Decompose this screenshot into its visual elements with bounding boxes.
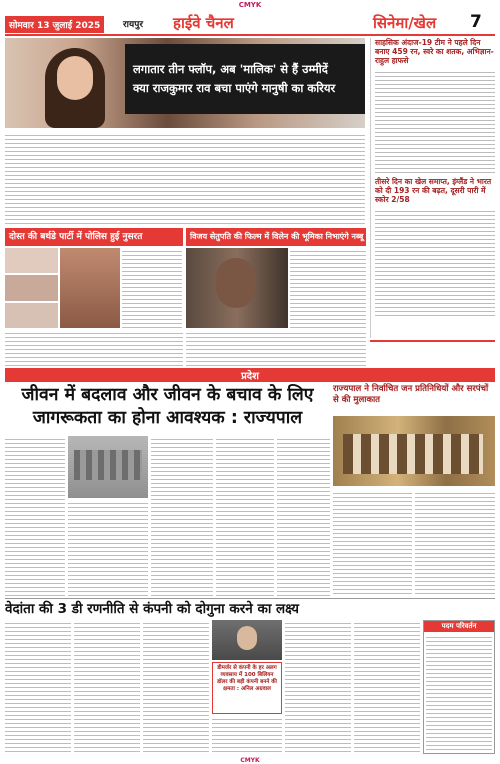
right-body-3 — [375, 208, 495, 318]
pradesh-side-photo — [333, 416, 495, 486]
header-section: सिनेमा/खेल — [373, 14, 437, 32]
pradesh-col-3 — [151, 436, 213, 596]
photo-thumb — [5, 248, 58, 273]
header-city: रायपुर — [123, 20, 144, 30]
photo-thumb — [5, 303, 58, 328]
news-box-title: पदम परिवर्तन — [424, 621, 494, 632]
photo-thumb — [5, 275, 58, 300]
vedanta-quote: डीमर्जर से कंपनी के हर अलग व्यवसाय में 100 बिलियन डॉलर की बड़ी कंपनी बनने की क्षमता : अनिल अग्रवाल — [217, 665, 277, 692]
vedanta-col-1 — [5, 620, 71, 754]
vedanta-headline: वेदांता की 3 डी रणनीति से कंपनी को दोगुना करने का लक्ष्य — [5, 601, 300, 617]
friend-story-body — [5, 330, 183, 366]
vedanta-headline-box — [5, 598, 495, 618]
pradesh-side-headline-box — [333, 384, 495, 414]
vedanta-col-5 — [285, 620, 351, 754]
pradesh-side-headline: राज्यपाल ने निर्वाचित जन प्रतिनिधियों और सरपंचों से की मुलाकात — [333, 384, 489, 405]
friend-story-main-photo — [60, 248, 120, 328]
top-story-headline-2: क्या राजकुमार राव बचा पाएंगे मानुषी का करियर — [133, 81, 336, 95]
vijay-story-body — [186, 330, 366, 366]
pradesh-main-headline: जीवन में बदलाव और जीवन के बचाव के लिए जागरूकता का होना आवश्यक : राज्यपाल — [21, 385, 314, 428]
vedanta-photo — [212, 620, 282, 660]
news-box-body — [426, 634, 492, 752]
cmyk-mark: CMYK — [240, 756, 260, 764]
pradesh-col-4 — [216, 436, 274, 596]
face-shape — [237, 626, 257, 650]
group-shape — [343, 434, 483, 474]
vijay-story-title-bar — [186, 228, 366, 246]
vedanta-col-4 — [212, 716, 282, 754]
top-story-headline-1: लगातार तीन फ्लॉप, अब 'मालिक' से हैं उम्मीदें — [133, 62, 328, 76]
header-page-number: 7 — [470, 12, 482, 32]
friend-story-body-right — [122, 248, 182, 328]
header-date: सोमवार 13 जुलाई 2025 — [5, 16, 104, 33]
header-page-title: हाईवे चैनल — [173, 14, 234, 32]
vijay-story-title: विजय सेतुपति की फिल्म में विलेन की भूमिका निभाएंगे नब्बू — [190, 232, 364, 241]
page-header — [5, 12, 495, 36]
pradesh-main-headline-box — [5, 384, 330, 432]
face-shape — [57, 56, 93, 100]
pradesh-col-1 — [5, 436, 65, 596]
section-band-label: प्रदेश — [241, 371, 259, 382]
print-mark-top — [0, 0, 500, 10]
vedanta-col-6 — [354, 620, 420, 754]
cmyk-mark: CMYK — [238, 1, 262, 9]
vedanta-col-2 — [74, 620, 140, 754]
right-col-rule — [370, 340, 495, 342]
pradesh-col-2 — [68, 500, 148, 596]
friend-story-title: दोस्त की बर्थडे पार्टी में पोलिस हुई नुसरत — [9, 232, 143, 242]
pradesh-photo-1 — [68, 436, 148, 498]
print-mark-bottom — [0, 756, 500, 764]
vedanta-col-3 — [143, 620, 209, 754]
top-story-banner — [125, 44, 365, 114]
vijay-story-photo — [186, 248, 288, 328]
vijay-story-body-right — [290, 248, 366, 328]
pradesh-col-5 — [277, 436, 330, 596]
right-headline-1: साहसिक अंदाज-19 टीम ने पहले दिन बनाए 459 रन, स्वरे का शतक, अभिज्ञान-राहुल हाफसे — [375, 38, 494, 65]
right-column — [370, 38, 495, 338]
friend-story-photos — [5, 248, 58, 328]
pradesh-side-col-2 — [415, 490, 495, 596]
right-body-1 — [375, 69, 495, 173]
vedanta-quote-box — [212, 662, 282, 714]
crowd-shape — [74, 450, 142, 480]
top-story-body — [5, 132, 365, 224]
friend-story-title-bar — [5, 228, 183, 246]
right-headline-3: तीसरे दिन का खेल समाप्त, इंग्लैंड ने भारत को दी 193 रन की बढ़त, दूसरी पारी में स्कोर 2/58 — [375, 177, 492, 204]
news-box — [423, 620, 495, 754]
face-shape — [216, 258, 256, 308]
section-band — [5, 368, 495, 382]
pradesh-side-col-1 — [333, 490, 412, 596]
